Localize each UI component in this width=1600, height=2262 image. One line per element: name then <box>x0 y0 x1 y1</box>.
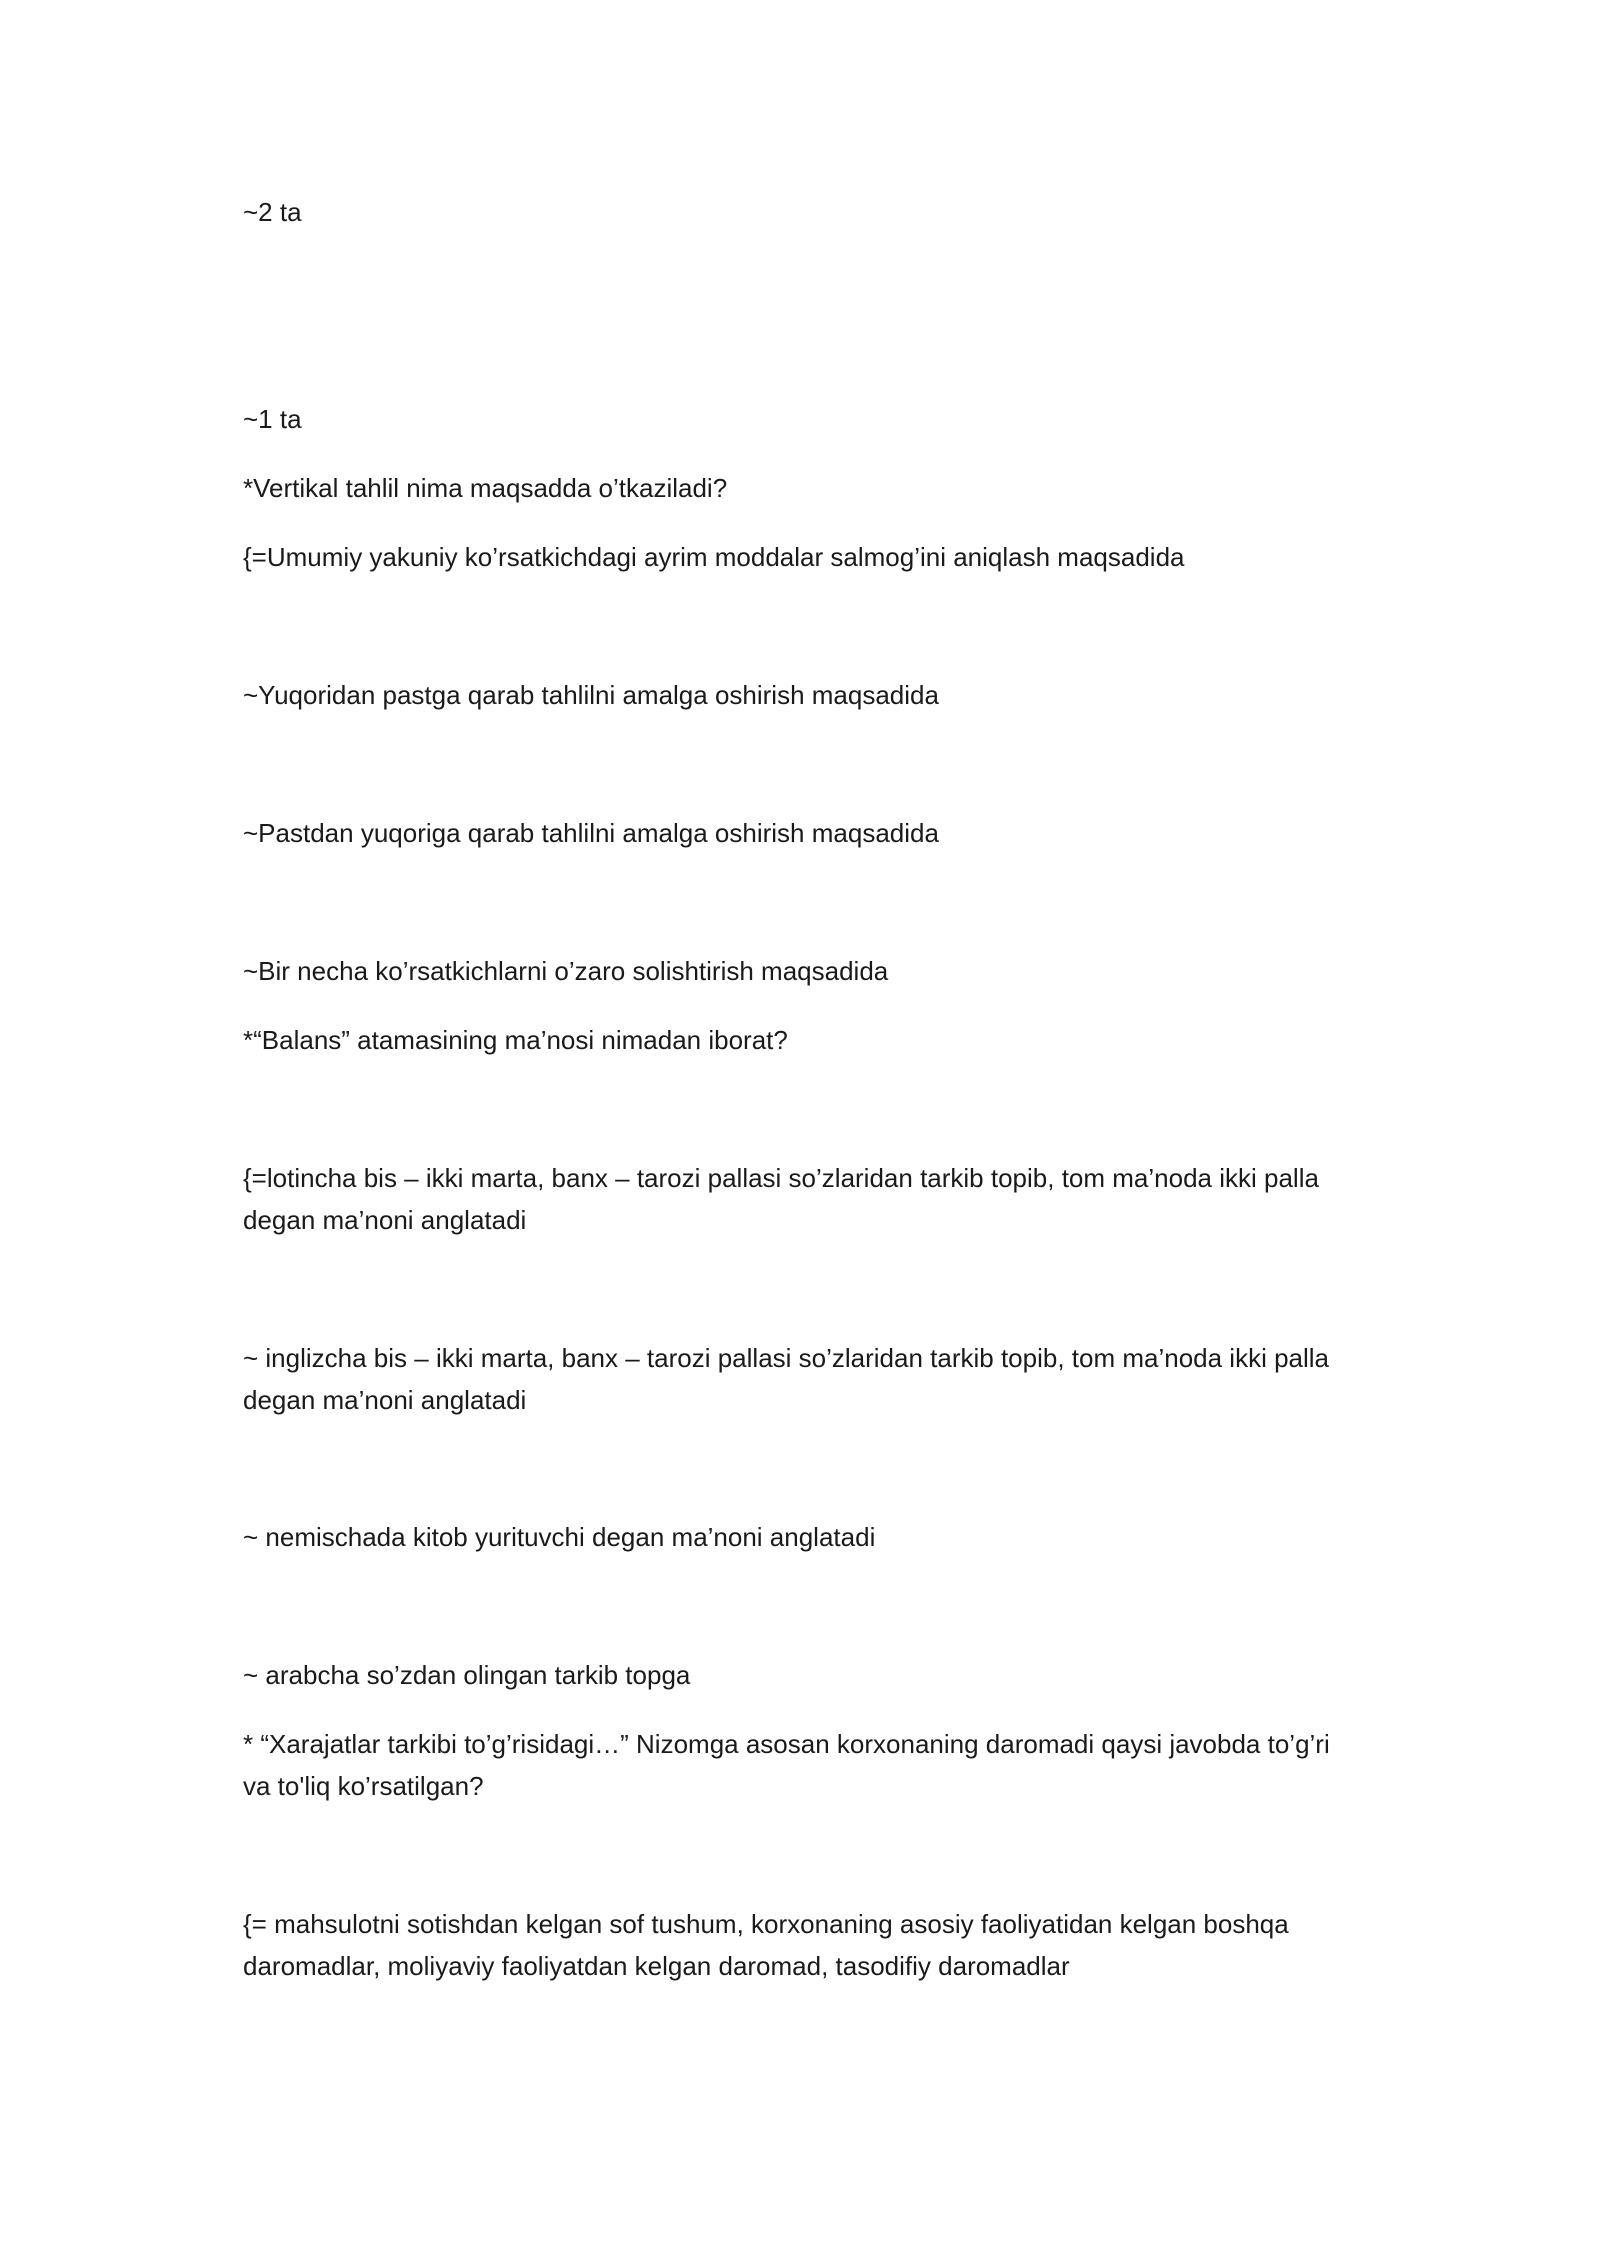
answer-option-2-ta: ~2 ta <box>243 197 302 227</box>
answer-option-pastdan-yuqoriga: ~Pastdan yuqoriga qarab tahlilni amalga oshirish maqsadida <box>243 818 939 848</box>
answer-option-bir-necha: ~Bir necha ko’rsatkichlarni o’zaro solishtirish maqsadida <box>243 956 889 986</box>
answer-option-1-ta: ~1 ta <box>243 404 302 434</box>
correct-answer-umumiy-yakuniy: {=Umumiy yakuniy ko’rsatkichdagi ayrim moddalar salmog’ini aniqlash maqsadida <box>243 542 1185 572</box>
answer-option-inglizcha: ~ inglizcha bis – ikki marta, banx – tarozi pallasi so’zlaridan tarkib topib, tom ma’noda ikki palla degan ma’noni anglatadi <box>243 1343 1330 1415</box>
question-vertikal-tahlil: *Vertikal tahlil nima maqsadda o’tkaziladi? <box>243 473 728 503</box>
answer-option-arabcha: ~ arabcha so’zdan olingan tarkib topga <box>243 1660 691 1690</box>
correct-answer-mahsulotni-sotish: {= mahsulotni sotishdan kelgan sof tushum, korxonaning asosiy faoliyatidan kelgan boshqa daromadlar, moliyaviy faoliyatdan kelgan daromad, tasodifiy daromadlar <box>243 1909 1289 1981</box>
correct-answer-lotincha: {=lotincha bis – ikki marta, banx – tarozi pallasi so’zlaridan tarkib topib, tom ma’noda ikki palla degan ma’noni anglatadi <box>243 1163 1319 1235</box>
answer-option-nemischada: ~ nemischada kitob yurituvchi degan ma’noni anglatadi <box>243 1522 876 1552</box>
question-xarajatlar-tarkibi: * “Xarajatlar tarkibi to’g’risidagi…” Nizomga asosan korxonaning daromadi qaysi javobda to’g’ri va to'liq ko’rsatilgan? <box>243 1729 1330 1801</box>
question-balans-atamasi: *“Balans” atamasining ma’nosi nimadan iborat? <box>243 1025 788 1055</box>
answer-option-yuqoridan-pastga: ~Yuqoridan pastga qarab tahlilni amalga oshirish maqsadida <box>243 680 939 710</box>
